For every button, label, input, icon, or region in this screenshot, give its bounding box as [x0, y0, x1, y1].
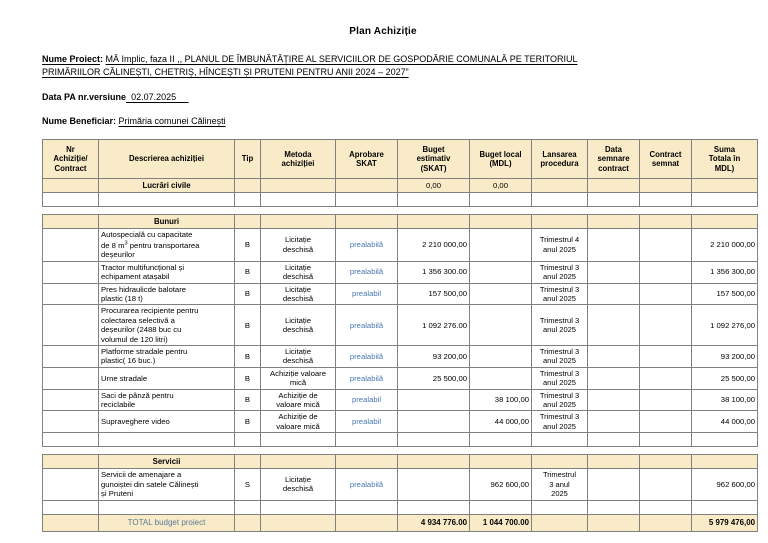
gap-cell — [43, 207, 99, 215]
blank-cell — [43, 433, 99, 447]
cell-aprobare: prealabilă — [336, 261, 398, 283]
cell-buget-estimativ: 2 210 000,00 — [398, 229, 470, 262]
blank-cell — [640, 500, 692, 514]
table-row — [43, 305, 758, 346]
cell-buget-local: 962 600,00 — [470, 469, 532, 500]
col-header-tip: Tip — [235, 140, 261, 179]
gap-cell — [692, 447, 758, 455]
cell-contract-semnat — [640, 469, 692, 500]
cell-buget-local — [470, 261, 532, 283]
cell-data-semnare — [588, 367, 640, 389]
cell-lansarea: Trimestrul 4 anul 2025 — [532, 229, 588, 262]
section-buget-estimativ — [398, 215, 470, 229]
total-data-cell — [588, 514, 640, 531]
gap-cell — [235, 207, 261, 215]
cell-lansarea: Trimestrul 3 anul 2025 — [532, 367, 588, 389]
section-contract-cell — [640, 455, 692, 469]
cell-nr — [43, 346, 99, 368]
cell-descriere: Saci de pânză pentru reciclabile — [99, 389, 235, 411]
cell-metoda: Achiziție valoare mică — [261, 367, 336, 389]
cell-buget-local — [470, 367, 532, 389]
cell-nr — [43, 305, 99, 346]
blank-cell — [532, 193, 588, 207]
cell-buget-estimativ — [398, 389, 470, 411]
gap-cell — [532, 207, 588, 215]
cell-contract-semnat — [640, 261, 692, 283]
cell-buget-estimativ: 93 200,00 — [398, 346, 470, 368]
section-title: Lucrări civile — [99, 179, 235, 193]
blank-cell — [532, 433, 588, 447]
cell-data-semnare — [588, 305, 640, 346]
blank-cell — [261, 433, 336, 447]
cell-nr — [43, 261, 99, 283]
gap-cell — [261, 447, 336, 455]
cell-suma-totala: 93 200,00 — [692, 346, 758, 368]
total-aprobare-cell — [336, 514, 398, 531]
section-lansarea-cell — [532, 455, 588, 469]
section-aprobare-cell — [336, 179, 398, 193]
blank-cell — [470, 433, 532, 447]
blank-cell — [470, 500, 532, 514]
cell-suma-totala: 38 100,00 — [692, 389, 758, 411]
cell-tip: B — [235, 411, 261, 433]
cell-suma-totala: 1 092 276,00 — [692, 305, 758, 346]
cell-metoda: Achiziție de valoare mică — [261, 389, 336, 411]
col-header-data-semnare-l2: semnare — [597, 154, 630, 164]
blank-cell — [99, 433, 235, 447]
field-nume-proiect-value-line2: PRIMĂRIILOR CĂLINEȘTI, CHETRIȘ, HÎNCEȘTI ȘI PRUTENI PENTRU ANII 2024 – 2027” — [42, 67, 409, 77]
field-data-pa — [42, 91, 742, 104]
blank-cell — [261, 500, 336, 514]
section-nr-cell — [43, 455, 99, 469]
cell-contract-semnat — [640, 283, 692, 305]
cell-aprobare: prealabilă — [336, 229, 398, 262]
cell-buget-estimativ: 1 356 300.00 — [398, 261, 470, 283]
blank-cell — [261, 193, 336, 207]
cell-tip: B — [235, 346, 261, 368]
gap-cell — [588, 207, 640, 215]
blank-cell — [398, 193, 470, 207]
col-header-nr-l3: Contract — [54, 163, 87, 173]
cell-contract-semnat — [640, 305, 692, 346]
total-lansarea-cell — [532, 514, 588, 531]
col-header-data-semnare-l1: Data — [605, 144, 622, 154]
table-total-row — [43, 514, 758, 531]
table-row — [43, 346, 758, 368]
col-header-nr — [43, 140, 99, 179]
blank-cell — [99, 193, 235, 207]
cell-suma-totala: 44 000,00 — [692, 411, 758, 433]
table-row — [43, 283, 758, 305]
cell-suma-totala: 962 600,00 — [692, 469, 758, 500]
gap-cell — [99, 447, 235, 455]
cell-tip: B — [235, 283, 261, 305]
total-metoda-cell — [261, 514, 336, 531]
col-header-metoda-l2: achiziției — [281, 159, 315, 168]
cell-descriere: Urne stradale — [99, 367, 235, 389]
cell-metoda: Achiziție de valoare mică — [261, 411, 336, 433]
cell-buget-local — [470, 283, 532, 305]
gap-cell — [43, 447, 99, 455]
cell-descriere: Autospecială cu capacitate de 8 $m^3$ pentru transportarea deșeurilor — [99, 229, 235, 262]
col-header-nr-l1: Nr — [66, 144, 75, 154]
cell-buget-local: 38 100,00 — [470, 389, 532, 411]
gap-cell — [588, 447, 640, 455]
gap-cell — [336, 447, 398, 455]
col-header-buget-estimativ-l2: estimativ — [416, 154, 451, 164]
total-buget-local: 1 044 700.00 — [470, 514, 532, 531]
section-buget-local — [470, 215, 532, 229]
cell-tip: S — [235, 469, 261, 500]
cell-lansarea: Trimestrul 3 anul 2025 — [532, 261, 588, 283]
blank-cell — [336, 500, 398, 514]
section-suma-cell — [692, 215, 758, 229]
cell-tip: B — [235, 229, 261, 262]
cell-descriere: Tractor multifuncțional și echipament atașabil — [99, 261, 235, 283]
col-header-buget-local — [470, 140, 532, 179]
blank-cell — [588, 433, 640, 447]
table-row — [43, 261, 758, 283]
section-buget-estimativ: 0,00 — [398, 179, 470, 193]
col-header-lansarea — [532, 140, 588, 179]
cell-nr — [43, 283, 99, 305]
section-tip-cell — [235, 215, 261, 229]
cell-contract-semnat — [640, 346, 692, 368]
col-header-aprobare-l2: SKAT — [356, 159, 377, 168]
page-title: Plan Achiziție — [349, 26, 417, 37]
blank-cell — [43, 500, 99, 514]
section-metoda-cell — [261, 215, 336, 229]
col-header-suma-totala-l1: Suma — [713, 144, 736, 154]
col-header-suma-totala-l3: MDL) — [714, 163, 735, 173]
cell-buget-estimativ: 157 500,00 — [398, 283, 470, 305]
cell-nr — [43, 411, 99, 433]
section-title: Servicii — [99, 455, 235, 469]
section-data-cell — [588, 215, 640, 229]
gap-cell — [640, 447, 692, 455]
cell-descriere: Pres hidraulicde balotare plastic (18 t) — [99, 283, 235, 305]
table-section-gap — [43, 207, 758, 215]
table-row — [43, 367, 758, 389]
cell-tip: B — [235, 367, 261, 389]
gap-cell — [261, 207, 336, 215]
section-nr-cell — [43, 215, 99, 229]
table-blank-row — [43, 433, 758, 447]
col-header-contract-semnat — [640, 140, 692, 179]
cell-metoda: Licitație deschisă — [261, 229, 336, 262]
section-suma-cell — [692, 179, 758, 193]
blank-cell — [588, 193, 640, 207]
field-nume-proiect-label: Nume Proiect — [42, 54, 101, 64]
blank-cell — [398, 500, 470, 514]
col-header-aprobare — [336, 140, 398, 179]
table-section-row — [43, 179, 758, 193]
cell-nr — [43, 367, 99, 389]
cell-metoda: Licitație deschisă — [261, 283, 336, 305]
col-header-descriere: Descrierea achiziției — [99, 140, 235, 179]
col-header-data-semnare-l3: contract — [598, 163, 629, 173]
col-header-nr-l2: Achiziție/ — [53, 154, 88, 164]
section-lansarea-cell — [532, 179, 588, 193]
cell-data-semnare — [588, 346, 640, 368]
cell-nr — [43, 389, 99, 411]
blank-cell — [692, 433, 758, 447]
table-body — [43, 179, 758, 532]
col-header-buget-estimativ — [398, 140, 470, 179]
table-header-row — [43, 140, 758, 179]
cell-metoda: Licitație deschisă — [261, 346, 336, 368]
blank-cell — [235, 193, 261, 207]
cell-metoda: Licitație deschisă — [261, 305, 336, 346]
blank-cell — [532, 500, 588, 514]
cell-descriere: Platforme stradale pentru plastic( 16 buc.) — [99, 346, 235, 368]
blank-cell — [235, 433, 261, 447]
table-row — [43, 229, 758, 262]
col-header-metoda — [261, 140, 336, 179]
cell-data-semnare — [588, 389, 640, 411]
table-section-row — [43, 455, 758, 469]
cell-buget-local — [470, 305, 532, 346]
section-aprobare-cell — [336, 215, 398, 229]
cell-contract-semnat — [640, 411, 692, 433]
cell-buget-estimativ: 25 500,00 — [398, 367, 470, 389]
table-blank-row — [43, 193, 758, 207]
section-tip-cell — [235, 179, 261, 193]
total-label: TOTAL budget proiect — [99, 514, 235, 531]
section-tip-cell — [235, 455, 261, 469]
cell-data-semnare — [588, 411, 640, 433]
cell-data-semnare — [588, 229, 640, 262]
section-contract-cell — [640, 179, 692, 193]
cell-aprobare: prealabilă — [336, 305, 398, 346]
cell-buget-estimativ: 1 092 276.00 — [398, 305, 470, 346]
table-row — [43, 469, 758, 500]
cell-buget-estimativ — [398, 411, 470, 433]
table-blank-row — [43, 500, 758, 514]
cell-aprobare: prealabil — [336, 389, 398, 411]
col-header-contract-semnat-l1: Contract — [649, 149, 682, 159]
total-suma-totala: 5 979 476,00 — [692, 514, 758, 531]
field-nume-proiect: Nume Proiect: MĂ Implic, faza II ,, PLANUL DE ÎMBUNĂTĂȚIRE AL SERVICIILOR DE GOSPODĂRIE COMUNALĂ PE TERITORIUL PRIMĂRIILOR CĂLINEȘTI, CHETRIȘ, HÎNCEȘTI ȘI PRUTENI PENTRU ANII 2024 – 2027” — [42, 54, 578, 77]
field-nume-proiect-value-line1: MĂ Implic, faza II ,, PLANUL DE ÎMBUNĂTĂȚIRE AL SERVICIILOR DE GOSPODĂRIE COMUNALĂ PE TERITORIUL — [105, 54, 578, 64]
cell-lansarea: Trimestrul 3 anul 2025 — [532, 411, 588, 433]
cell-buget-estimativ — [398, 469, 470, 500]
section-aprobare-cell — [336, 455, 398, 469]
blank-cell — [99, 500, 235, 514]
field-nume-beneficiar-label: Nume Beneficiar: — [42, 116, 117, 126]
section-lansarea-cell — [532, 215, 588, 229]
cell-contract-semnat — [640, 367, 692, 389]
section-nr-cell — [43, 179, 99, 193]
gap-cell — [336, 207, 398, 215]
blank-cell — [336, 193, 398, 207]
cell-tip: B — [235, 261, 261, 283]
cell-lansarea: Trimestrul 3 anul 2025 — [532, 283, 588, 305]
gap-cell — [692, 207, 758, 215]
cell-contract-semnat — [640, 389, 692, 411]
cell-data-semnare — [588, 261, 640, 283]
section-buget-estimativ — [398, 455, 470, 469]
cell-buget-local — [470, 229, 532, 262]
cell-buget-local — [470, 346, 532, 368]
cell-lansarea: Trimestrul 3 anul 2025 — [532, 469, 588, 500]
cell-descriere: Procurarea recipiente pentru colectarea selectivă a deșeurilor (2488 buc cu volumul de 120 litri) — [99, 305, 235, 346]
blank-cell — [336, 433, 398, 447]
gap-cell — [532, 447, 588, 455]
cell-data-semnare — [588, 469, 640, 500]
col-header-contract-semnat-l2: semnat — [651, 159, 680, 168]
total-nr-cell — [43, 514, 99, 531]
cell-metoda: Licitație deschisă — [261, 469, 336, 500]
gap-cell — [640, 207, 692, 215]
col-header-buget-local-l2: (MDL) — [489, 159, 512, 168]
total-tip-cell — [235, 514, 261, 531]
cell-nr — [43, 229, 99, 262]
cell-tip: B — [235, 389, 261, 411]
section-metoda-cell — [261, 455, 336, 469]
cell-lansarea: Trimestrul 3 anul 2025 — [532, 389, 588, 411]
gap-cell — [235, 447, 261, 455]
field-data-pa-label: Data PA nr.versiune — [42, 92, 127, 102]
col-header-suma-totala — [692, 140, 758, 179]
col-header-lansarea-l1: Lansarea — [542, 149, 577, 159]
blank-cell — [470, 193, 532, 207]
cell-nr — [43, 469, 99, 500]
section-buget-local — [470, 455, 532, 469]
section-metoda-cell — [261, 179, 336, 193]
cell-data-semnare — [588, 283, 640, 305]
blank-cell — [692, 500, 758, 514]
cell-metoda: Licitație deschisă — [261, 261, 336, 283]
gap-cell — [99, 207, 235, 215]
field-data-pa-value: 02.07.2025 — [131, 92, 177, 102]
col-header-aprobare-l1: Aprobare — [349, 149, 384, 159]
col-header-metoda-l1: Metoda — [284, 149, 312, 159]
cell-suma-totala: 1 356 300,00 — [692, 261, 758, 283]
gap-cell — [398, 207, 470, 215]
gap-cell — [470, 207, 532, 215]
cell-descriere: Supraveghere video — [99, 411, 235, 433]
cell-aprobare: prealabilă — [336, 469, 398, 500]
cell-suma-totala: 157 500,00 — [692, 283, 758, 305]
col-header-data-semnare — [588, 140, 640, 179]
blank-cell — [588, 500, 640, 514]
col-header-buget-local-l1: Buget local — [479, 149, 522, 159]
procurement-plan-table — [42, 139, 758, 532]
blank-cell — [692, 193, 758, 207]
cell-suma-totala: 2 210 000,00 — [692, 229, 758, 262]
gap-cell — [470, 447, 532, 455]
section-suma-cell — [692, 455, 758, 469]
section-data-cell — [588, 455, 640, 469]
total-contract-cell — [640, 514, 692, 531]
section-buget-local: 0,00 — [470, 179, 532, 193]
gap-cell — [398, 447, 470, 455]
blank-cell — [235, 500, 261, 514]
table-row — [43, 389, 758, 411]
cell-suma-totala: 25 500,00 — [692, 367, 758, 389]
cell-lansarea: Trimestrul 3 anul 2025 — [532, 346, 588, 368]
section-data-cell — [588, 179, 640, 193]
col-header-buget-estimativ-l3: (SKAT) — [420, 163, 447, 173]
field-nume-beneficiar-value: Primăria comunei Călinești — [118, 116, 226, 126]
table-section-row — [43, 215, 758, 229]
col-header-suma-totala-l2: Totala în — [708, 154, 741, 164]
blank-cell — [398, 433, 470, 447]
cell-aprobare: prealabil — [336, 283, 398, 305]
total-buget-estimativ: 4 934 776.00 — [398, 514, 470, 531]
col-header-lansarea-l2: procedura — [540, 159, 579, 168]
field-nume-beneficiar — [42, 115, 742, 128]
cell-lansarea: Trimestrul 3 anul 2025 — [532, 305, 588, 346]
cell-descriere: Servicii de amenajare a gunoiștei din satele Călinești și Pruteni — [99, 469, 235, 500]
section-title: Bunuri — [99, 215, 235, 229]
blank-cell — [43, 193, 99, 207]
cell-buget-local: 44 000,00 — [470, 411, 532, 433]
section-contract-cell — [640, 215, 692, 229]
cell-tip: B — [235, 305, 261, 346]
col-header-buget-estimativ-l1: Buget — [422, 144, 445, 154]
table-row — [43, 411, 758, 433]
cell-aprobare: prealabilă — [336, 346, 398, 368]
cell-contract-semnat — [640, 229, 692, 262]
table-section-gap — [43, 447, 758, 455]
cell-aprobare: prealabil — [336, 411, 398, 433]
cell-aprobare: prealabilă — [336, 367, 398, 389]
blank-cell — [640, 193, 692, 207]
blank-cell — [640, 433, 692, 447]
